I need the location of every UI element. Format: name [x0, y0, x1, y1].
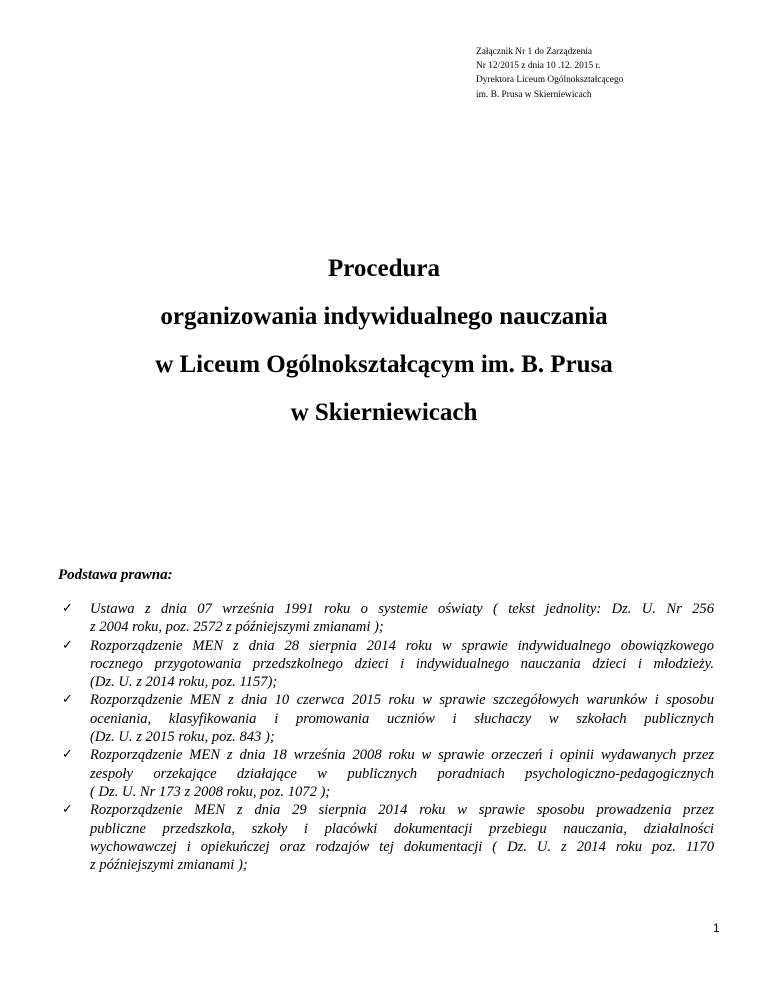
checkmark-icon: ✓ — [62, 747, 73, 763]
attachment-note — [476, 45, 736, 102]
legal-basis-list — [62, 600, 714, 874]
title-line-3: w Liceum Ogólnokształcącym im. B. Prusa — [155, 351, 613, 378]
attachment-line-3: Dyrektora Liceum Ogólnokształcącego — [476, 75, 624, 86]
legal-basis-item-line: ( Dz. U. Nr 173 z 2008 roku, poz. 1072 ); — [90, 783, 331, 800]
document-title — [0, 245, 768, 437]
checkmark-icon: ✓ — [62, 601, 73, 616]
title-line-4: w Skierniewicach — [290, 399, 478, 426]
checkmark-icon: ✓ — [62, 692, 73, 708]
attachment-line-1: Załącznik Nr 1 do Zarządzenia — [476, 47, 593, 57]
legal-basis-item-line: Rozporządzenie MEN z dnia 28 sierpnia 2014 roku w sprawie indywidualnego obowiązkowego — [90, 637, 714, 654]
legal-basis-item — [62, 600, 714, 637]
legal-basis-item-line: publiczne przedszkola, szkoły i placówki dokumentacji przebiegu nauczania, działalności — [90, 820, 714, 837]
legal-basis-item — [62, 746, 714, 801]
title-line-2: organizowania indywidualnego nauczania — [160, 303, 608, 330]
checkmark-icon: ✓ — [62, 637, 73, 653]
title-line-1: Procedura — [327, 255, 440, 282]
legal-basis-item-line: wychowawczej i opiekuńczej oraz rodzajów tej dokumentacji ( Dz. U. z 2014 roku poz. 1170 — [90, 838, 714, 855]
legal-basis-item-line: zespoły orzekające działające w publicznych poradniach psychologiczno-pedagogicznych — [90, 765, 714, 782]
legal-basis-heading: Podstawa prawna: — [58, 567, 173, 583]
legal-basis-item-line: (Dz. U. z 2015 roku, poz. 843 ); — [90, 729, 275, 746]
legal-basis-item — [62, 691, 714, 746]
attachment-line-2: Nr 12/2015 z dnia 10 .12. 2015 r. — [476, 61, 601, 72]
legal-basis-item-line: Rozporządzenie MEN z dnia 18 września 2008 roku w sprawie orzeczeń i opinii wydawanych przez — [90, 747, 714, 764]
legal-basis-item-line: Rozporządzenie MEN z dnia 29 sierpnia 2014 roku w sprawie sposobu prowadzenia przez — [90, 802, 714, 819]
legal-basis-item-line: Rozporządzenie MEN z dnia 10 czerwca 2015 roku w sprawie szczegółowych warunków i sposobu — [90, 692, 714, 709]
checkmark-icon: ✓ — [62, 802, 73, 818]
page-number: 1 — [713, 921, 720, 935]
legal-basis-item-line: rocznego przygotowania przedszkolnego dzieci i indywidualnego nauczania dzieci i młodzieży. — [90, 655, 714, 672]
legal-basis-item — [62, 801, 714, 874]
legal-basis-item-line: z 2004 roku, poz. 2572 z późniejszymi zmianami ); — [90, 619, 384, 636]
attachment-line-4: im. B. Prusa w Skierniewicach — [476, 89, 592, 100]
legal-basis-item-line: (Dz. U. z 2014 roku, poz. 1157); — [90, 674, 278, 691]
legal-basis-item-line: Ustawa z dnia 07 września 1991 roku o systemie oświaty ( tekst jednolity: Dz. U. Nr 256 — [90, 601, 714, 617]
legal-basis-item — [62, 637, 714, 692]
legal-basis-item-line: oceniania, klasyfikowania i promowania uczniów i słuchaczy w szkołach publicznych — [90, 710, 714, 727]
legal-basis-item-line: z późniejszymi zmianami ); — [90, 857, 248, 874]
